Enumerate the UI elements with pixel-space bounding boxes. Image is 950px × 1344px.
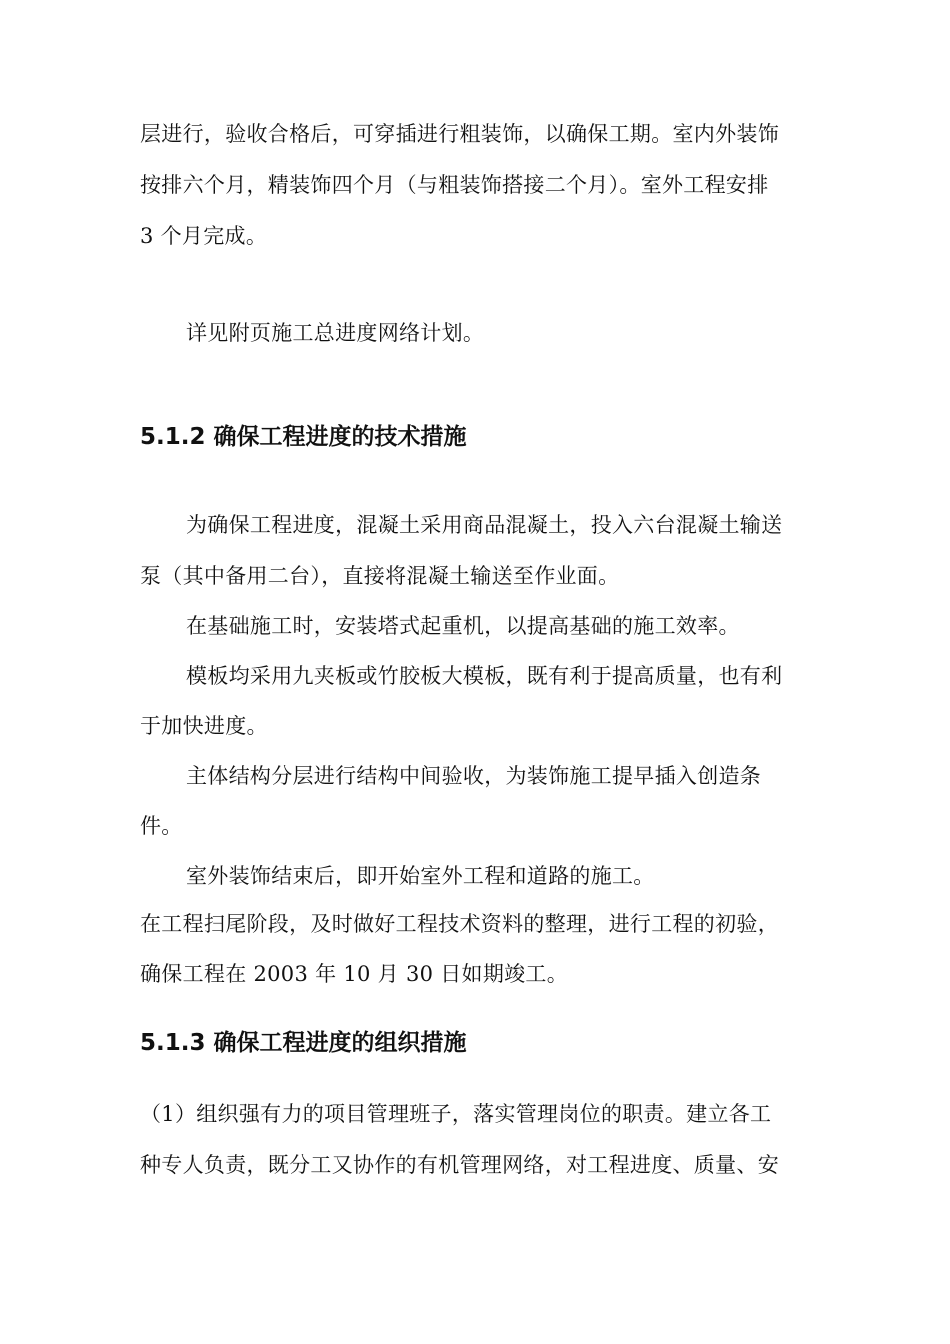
paragraph-line: 泵（其中备用二台），直接将混凝土输送至作业面。 [140,564,620,588]
paragraph-line: 为确保工程进度，混凝土采用商品混凝土，投入六台混凝土输送 [186,513,783,537]
paragraph-line: 在基础施工时，安装塔式起重机，以提高基础的施工效率。 [186,614,740,638]
paragraph-line: 模板均采用九夹板或竹胶板大模板，既有利于提高质量，也有利 [186,664,783,688]
paragraph-line: 主体结构分层进行结构中间验收，为装饰施工提早插入创造条 [186,764,762,788]
paragraph-line: 层进行，验收合格后，可穿插进行粗装饰，以确保工期。室内外装饰 [140,122,779,146]
paragraph-line: （1）组织强有力的项目管理班子，落实管理岗位的职责。建立各工 [140,1102,772,1126]
paragraph-line: 详见附页施工总进度网络计划。 [186,321,485,345]
paragraph-line: 在工程扫尾阶段，及时做好工程技术资料的整理，进行工程的初验， [140,912,779,936]
paragraph-line: 确保工程在 2003 年 10 月 30 日如期竣工。 [140,962,569,986]
section-heading-5-1-2: 5.1.2 确保工程进度的技术措施 [140,424,467,450]
paragraph-line: 种专人负责，既分工又协作的有机管理网络，对工程进度、质量、安 [140,1153,779,1177]
paragraph-line: 件。 [140,814,183,838]
paragraph-line: 3 个月完成。 [140,224,268,248]
paragraph-line: 按排六个月，精装饰四个月（与粗装饰搭接二个月）。室外工程安排 [140,173,769,197]
paragraph-line: 室外装饰结束后，即开始室外工程和道路的施工。 [186,864,655,888]
section-heading-5-1-3: 5.1.3 确保工程进度的组织措施 [140,1030,467,1056]
paragraph-line: 于加快进度。 [140,714,268,738]
